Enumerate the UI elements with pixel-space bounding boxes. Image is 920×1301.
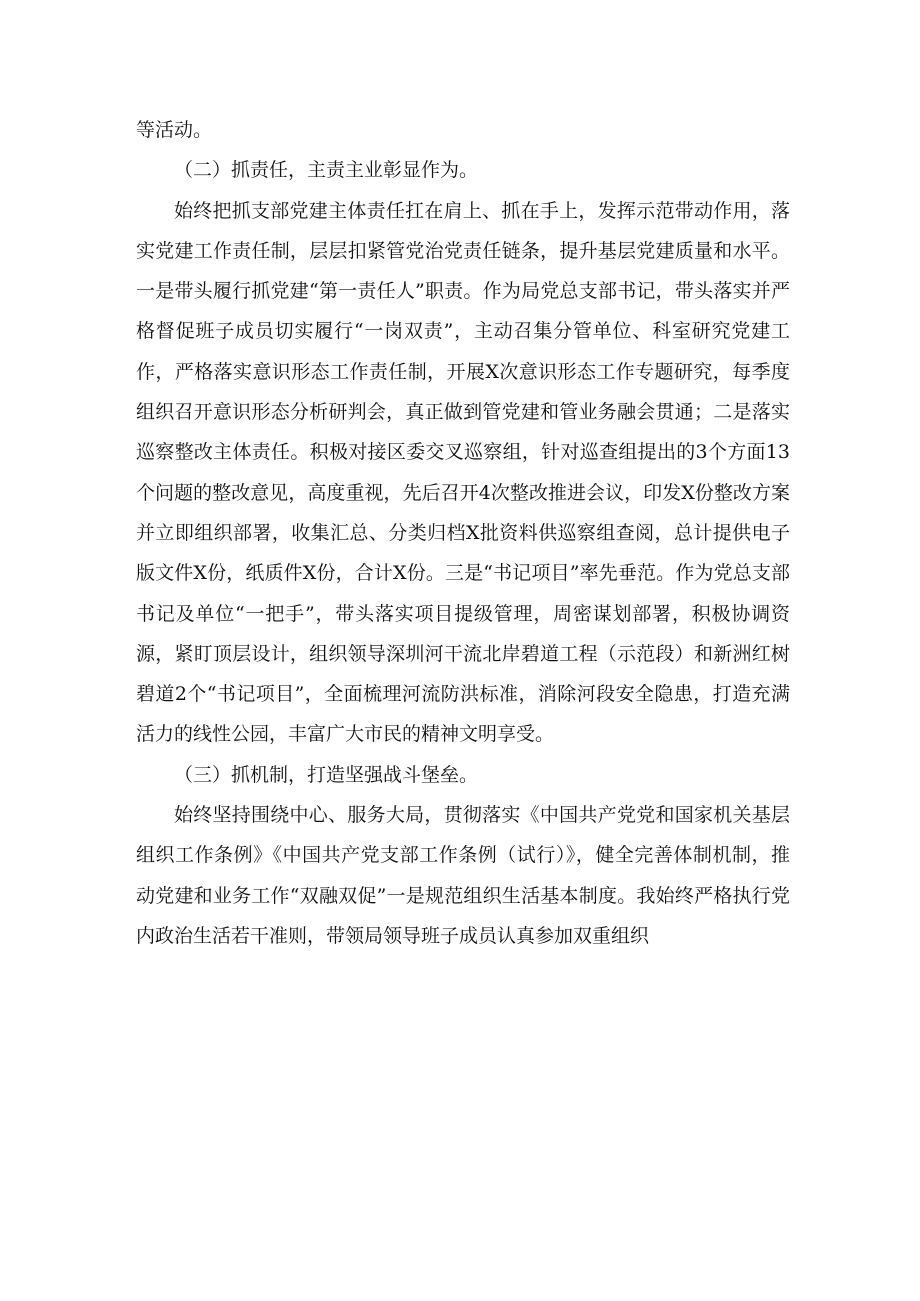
document-body [136,110,790,956]
section-heading-3: （三）抓机制，打造坚强战斗堡垒。 [174,763,479,786]
paragraph-continuation: 等活动。 [136,119,213,141]
paragraph-mechanism: 始终坚持围绕中心、服务大局，贯彻落实《中国共产党党和国家机关基层组织工作条例》《中国共产党支部工作条例（试行）》，健全完善体制机制，推动党建和业务工作“双融双促”一是规范组织生活基本制度。我始终严格执行党内政治生活若干准则，带领局领导班子成员认真参加双重组织 [136,804,790,947]
section-heading-2: （二）抓责任，主责主业彰显作为。 [174,159,479,182]
paragraph-responsibility: 始终把抓支部党建主体责任扛在肩上、抓在手上，发挥示范带动作用，落实党建工作责任制，层层扣紧管党治党责任链条，提升基层党建质量和水平。一是带头履行抓党建“第一责任人”职责。作为局党总支部书记，带头落实并严格督促班子成员切实履行“一岗双责”，主动召集分管单位、科室研究党建工作，严格落实意识形态工作责任制，开展X次意识形态工作专题研究，每季度组织召开意识形态分析研判会，真正做到管党建和管业务融会贯通；二是落实巡察整改主体责任。积极对接区委交叉巡察组，针对巡查组提出的3个方面13个问题的整改意见，高度重视，先后召开4次整改推进会议，印发X份整改方案并立即组织部署，收集汇总、分类归档X批资料供巡察组查阅，总计提供电子版文件X份，纸质件X份，合计X份。三是“书记项目”率先垂范。作为党总支部书记及单位“一把手”，带头落实项目提级管理，周密谋划部署，积极协调资源，紧盯顶层设计，组织领导深圳河干流北岸碧道工程（示范段）和新洲红树碧道2个“书记项目”，全面梳理河流防洪标准，消除河段安全隐患，打造充满活力的线性公园，丰富广大市民的精神文明享受。 [136,199,790,746]
